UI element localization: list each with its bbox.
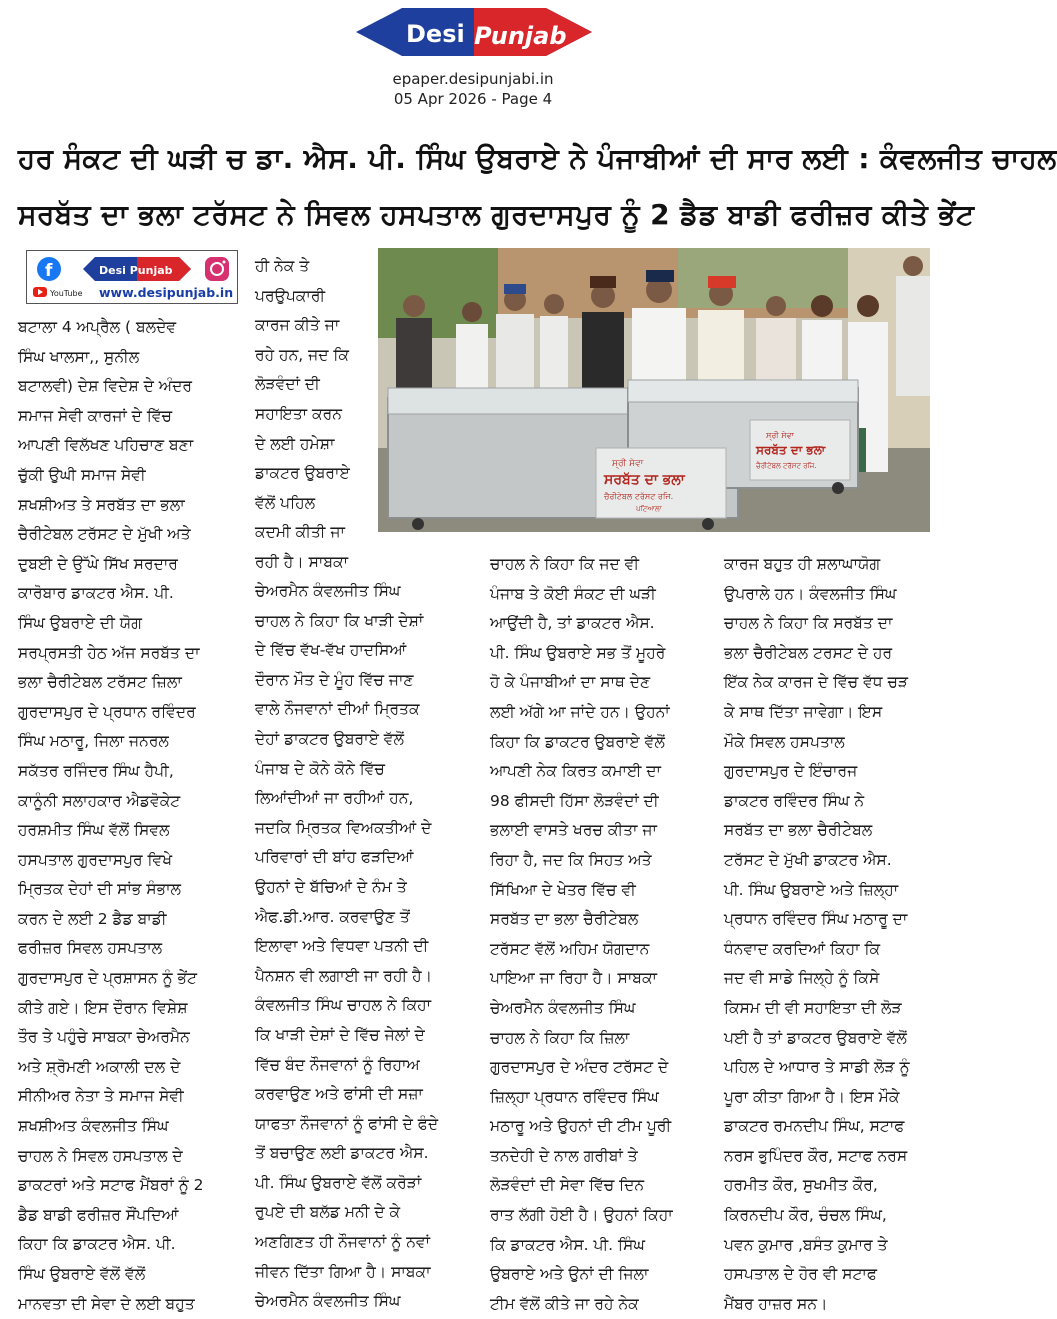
- article-line: ਦੇ ਵਿੱਚ ਵੱਖ-ਵੱਖ ਹਾਦਸਿਆਂ: [255, 641, 407, 660]
- article-line: ਲੋੜਵੰਦਾਂ ਦੀ ਸੇਵਾ ਵਿੱਚ ਦਿਨ: [490, 1176, 645, 1195]
- article-line: ਮਾਨਵਤਾ ਦੀ ਸੇਵਾ ਦੇ ਲਈ ਬਹੁਤ: [18, 1294, 195, 1313]
- article-line: ਡੈਡ ਬਾਡੀ ਫਰੀਜ਼ਰ ਸੌਂਪਦਿਆਂ: [18, 1205, 179, 1224]
- article-line: ਤੌਰ ਤੇ ਪਹੁੰਚੇ ਸਾਬਕਾ ਚੇਅਰਮੈਨ: [18, 1028, 190, 1047]
- article-line: ਸਰਬੱਤ ਦਾ ਭਲਾ ਚੈਰੀਟੇਬਲ: [490, 910, 639, 929]
- article-line: ਚਾਹਲ ਨੇ ਕਿਹਾ ਕਿ ਖਾੜੀ ਦੇਸ਼ਾਂ: [255, 611, 424, 630]
- article-line: ਸਿੰਘ ਉਬਰਾਏ ਵੱਲੋਂ ਵੱਲੋਂ: [18, 1265, 146, 1283]
- article-line: ਜੀਵਨ ਦਿੱਤਾ ਗਿਆ ਹੈ। ਸਾਬਕਾ: [255, 1262, 431, 1281]
- svg-text:f: f: [45, 261, 53, 281]
- article-line: ਚਾਹਲ ਨੇ ਕਿਹਾ ਕਿ ਜ਼ਿਲਾ: [490, 1028, 630, 1047]
- article-line: ਚੇਅਰਮੈਨ ਕੰਵਲਜੀਤ ਸਿੰਘ: [255, 1292, 401, 1311]
- article-line: ਗੁਰਦਾਸਪੁਰ ਦੇ ਅੰਦਰ ਟਰੱਸਟ ਦੇ: [490, 1058, 669, 1077]
- article-line: ਇੱਕ ਨੇਕ ਕਾਰਜ ਦੇ ਵਿੱਚ ਵੱਧ ਚੜ: [724, 673, 909, 692]
- article-line: ਚੈਰੀਟੇਬਲ ਟਰੱਸਟ ਦੇ ਮੁੱਖੀ ਅਤੇ: [18, 525, 191, 544]
- website-url: www.desipunjab.in: [99, 285, 234, 300]
- article-line: ਟੀਮ ਵੱਲੋਂ ਕੀਤੇ ਜਾ ਰਹੇ ਨੇਕ: [490, 1294, 639, 1313]
- article-line: ਪੰਜਾਬ ਦੇ ਕੋਨੇ ਕੋਨੇ ਵਿੱਚ: [255, 759, 385, 778]
- article-line: ਨਰਸ ਭੁਪਿੰਦਰ ਕੌਰ, ਸਟਾਫ ਨਰਸ: [724, 1146, 908, 1165]
- logo-punjab-text: Punjab: [474, 22, 567, 50]
- freezer-label-line2: ਸਰਬੱਤ ਦਾ ਭਲਾ: [604, 472, 685, 488]
- article-line: ਫਰੀਜ਼ਰ ਸਿਵਲ ਹਸਪਤਾਲ: [18, 939, 163, 958]
- article-line: ਪੰਜਾਬ ਤੇ ਕੋਈ ਸੰਕਟ ਦੀ ਘੜੀ: [490, 584, 656, 603]
- article-line: ਲਿਆਂਦੀਆਂ ਜਾ ਰਹੀਆਂ ਹਨ,: [255, 789, 414, 808]
- article-line: ਟਰੱਸਟ ਦੇ ਮੁੱਖੀ ਡਾਕਟਰ ਐਸ.: [724, 850, 892, 869]
- article-line: ਐਫ.ਡੀ.ਆਰ. ਕਰਵਾਉਣ ਤੋਂ: [255, 907, 410, 926]
- article-line: ਧੰਨਵਾਦ ਕਰਦਿਆਂ ਕਿਹਾ ਕਿ: [724, 939, 881, 958]
- article-line: ਉਬਰਾਏ ਅਤੇ ਉਨਾਂ ਦੀ ਜਿਲਾ: [490, 1265, 649, 1284]
- article-line: ਕੰਵਲਜੀਤ ਸਿੰਘ ਚਾਹਲ ਨੇ ਕਿਹਾ: [255, 996, 432, 1015]
- article-line: ਮਠਾਰੂ ਅਤੇ ਉਹਨਾਂ ਦੀ ਟੀਮ ਪੂਰੀ: [490, 1117, 672, 1136]
- article-line: ਸਿੰਘ ਉਬਰਾਏ ਦੀ ਯੋਗ: [18, 613, 142, 632]
- article-line: ਸਰਪ੍ਰਸਤੀ ਹੇਠ ਅੱਜ ਸਰਬੱਤ ਦਾ: [18, 643, 200, 662]
- article-line: ਤੋਂ ਬਚਾਉਣ ਲਈ ਡਾਕਟਰ ਐਸ.: [255, 1144, 429, 1163]
- article-line: ਬਟਾਲਾ 4 ਅਪ੍ਰੈਲ ( ਬਲਦੇਵ: [18, 318, 177, 336]
- article-line: ਸਕੱਤਰ ਰਜਿੰਦਰ ਸਿੰਘ ਹੈਪੀ,: [18, 761, 174, 780]
- social-media-box: [26, 250, 238, 304]
- article-line: ਹੋ ਕੇ ਪੰਜਾਬੀਆਂ ਦਾ ਸਾਥ ਦੇਣ: [490, 673, 651, 692]
- article-line: ਮੌਕੇ ਸਿਵਲ ਹਸਪਤਾਲ: [724, 732, 845, 751]
- article-line: ਸਹਾਇਤਾ ਕਰਨ: [255, 404, 342, 423]
- article-line: ਪਵਨ ਕੁਮਾਰ ,ਬਸੰਤ ਕੁਮਾਰ ਤੇ: [724, 1235, 888, 1254]
- article-line: ਸੀਨੀਅਰ ਨੇਤਾ ਤੇ ਸਮਾਜ ਸੇਵੀ: [18, 1087, 184, 1106]
- article-column-3: [490, 550, 694, 1316]
- photo-scene: [378, 248, 930, 532]
- article-line: ਕਿਸਮ ਦੀ ਵੀ ਸਹਾਇਤਾ ਦੀ ਲੋੜ: [724, 998, 902, 1017]
- article-line: ਆਉਂਦੀ ਹੈ, ਤਾਂ ਡਾਕਟਰ ਐਸ.: [490, 614, 655, 633]
- article-column-4: [724, 550, 930, 1316]
- article-line: ਪੀ. ਸਿੰਘ ਉਬਰਾਏ ਵੱਲੋਂ ਕਰੋੜਾਂ: [255, 1173, 422, 1192]
- article-line: ਚੇਅਰਮੈਨ ਕੰਵਲਜੀਤ ਸਿੰਘ: [255, 582, 401, 600]
- article-line: ਕਿ ਖਾੜੀ ਦੇਸ਼ਾਂ ਦੇ ਵਿੱਚ ਜੇਲਾਂ ਦੇ: [255, 1025, 425, 1044]
- article-line: ਪਹਿਲ ਦੇ ਆਧਾਰ ਤੇ ਸਾਡੀ ਲੋੜ ਨੂੰ: [724, 1058, 910, 1077]
- article-line: ਅਣਗਿਣਤ ਹੀ ਨੌਜਵਾਨਾਂ ਨੂੰ ਨਵਾਂ: [255, 1233, 430, 1252]
- desi-punjab-logo: [356, 4, 592, 60]
- article-column-2-top: [255, 252, 365, 571]
- article-line: ਪੀ. ਸਿੰਘ ਉਬਰਾਏ ਅਤੇ ਜ਼ਿਲ੍ਹਾ: [724, 880, 899, 899]
- article-line: ਚਾਹਲ ਨੇ ਕਿਹਾ ਕਿ ਜਦ ਵੀ: [490, 555, 640, 573]
- article-line: ਭਲਾ ਚੈਰੀਟੇਬਲ ਟਰਸਟ ਦੇ ਹਰ: [724, 643, 893, 662]
- article-line: ਵਿੱਚ ਬੰਦ ਨੌਜਵਾਨਾਂ ਨੂੰ ਰਿਹਾਅ: [255, 1055, 420, 1074]
- article-column-2-bottom: [255, 577, 473, 1317]
- article-line: 98 ਫੀਸਦੀ ਹਿੱਸਾ ਲੋੜਵੰਦਾਂ ਦੀ: [490, 791, 659, 810]
- article-line: ਹਰਮੀਤ ਕੌਰ, ਸੁਖਮੀਤ ਕੌਰ,: [724, 1176, 878, 1195]
- article-line: ਦੇਹਾਂ ਡਾਕਟਰ ਉਬਰਾਏ ਵੱਲੋਂ: [255, 729, 404, 748]
- social-icons: [27, 251, 237, 303]
- article-line: ਸ਼ਖਸ਼ੀਅਤ ਤੇ ਸਰਬੱਤ ਦਾ ਭਲਾ: [18, 495, 185, 514]
- article-column-1: [18, 313, 240, 1313]
- freezer2-label-line2: ਸਰਬੱਤ ਦਾ ਭਲਾ: [756, 443, 826, 457]
- freezer2-label-line3: ਚੈਰੀਟੇਬਲ ਟਰੱਸਟ ਰਜਿ.: [756, 462, 817, 470]
- article-line: ਰੁਪਏ ਦੀ ਬਲੱਡ ਮਨੀ ਦੇ ਕੇ: [255, 1203, 401, 1222]
- article-line: ਸਰਬੱਤ ਦਾ ਭਲਾ ਚੈਰੀਟੇਬਲ: [724, 821, 873, 840]
- epaper-site: epaper.desipunjabi.in: [392, 70, 554, 88]
- article-line: ਚਾਹਲ ਨੇ ਸਿਵਲ ਹਸਪਤਾਲ ਦੇ: [18, 1146, 183, 1165]
- article-line: ਰਾਤ ਲੱਗੀ ਹੋਈ ਹੈ। ਉਹਨਾਂ ਕਿਹਾ: [490, 1206, 673, 1225]
- article-line: ਚੇਅਰਮੈਨ ਕੰਵਲਜੀਤ ਸਿੰਘ: [490, 998, 636, 1017]
- article-line: ਉਪਰਾਲੇ ਹਨ। ਕੰਵਲਜੀਤ ਸਿੰਘ: [724, 584, 897, 603]
- article-line: ਲਈ ਅੱਗੇ ਆ ਜਾਂਦੇ ਹਨ। ਉਹਨਾਂ: [490, 702, 670, 721]
- article-line: ਭਲਾ ਚੈਰੀਟੇਬਲ ਟਰੱਸਟ ਜ਼ਿਲਾ: [18, 673, 182, 692]
- article-line: ਪਾਇਆ ਜਾ ਰਿਹਾ ਹੈ। ਸਾਬਕਾ: [490, 969, 657, 988]
- article-line: ਮ੍ਰਿਤਕ ਦੇਹਾਂ ਦੀ ਸਾਂਭ ਸੰਭਾਲ: [18, 880, 182, 899]
- article-line: ਕਰਨ ਦੇ ਲਈ 2 ਡੈਡ ਬਾਡੀ: [18, 909, 167, 928]
- article-line: ਰਹੇ ਹਨ, ਜਦ ਕਿ: [255, 345, 349, 364]
- article-line: ਇਲਾਵਾ ਅਤੇ ਵਿਧਵਾ ਪਤਨੀ ਦੀ: [255, 937, 429, 956]
- freezer-label-line3: ਚੈਰੀਟੇਬਲ ਟਰੱਸਟ ਰਜਿ.: [604, 492, 674, 501]
- news-photo: [378, 248, 930, 532]
- article-line: ਲੋੜਵੰਦਾਂ ਦੀ: [255, 375, 320, 394]
- article-line: ਕਦਮੀ ਕੀਤੀ ਜਾ: [255, 523, 345, 542]
- article-line: ਕਰਵਾਉਣ ਅਤੇ ਫਾਂਸੀ ਦੀ ਸਜ਼ਾ: [255, 1085, 423, 1104]
- article-line: ਕਾਨੂੰਨੀ ਸਲਾਹਕਾਰ ਐਡਵੋਕੇਟ: [18, 791, 181, 810]
- article-line: ਰਹੀ ਹੈ। ਸਾਬਕਾ: [255, 552, 349, 571]
- article-line: ਕੀਤੇ ਗਏ। ਇਸ ਦੌਰਾਨ ਵਿਸ਼ੇਸ਼: [18, 998, 188, 1017]
- article-line: ਡਾਕਟਰ ਉਬਰਾਏ: [255, 464, 350, 483]
- article-line: ਕਿਰਨਦੀਪ ਕੌਰ, ਚੰਚਲ ਸਿੰਘ,: [724, 1206, 887, 1225]
- article-line: ਟਰੱਸਟ ਵੱਲੋਂ ਅਹਿਮ ਯੋਗਦਾਨ: [490, 939, 650, 958]
- article-line: ਸਿੰਘ ਖਾਲਸਾ,, ਸੁਨੀਲ: [18, 347, 140, 366]
- article-line: ਡਾਕਟਰ ਰਵਿੰਦਰ ਸਿੰਘ ਨੇ: [724, 791, 865, 810]
- article-line: ਦੇ ਲਈ ਹਮੇਸ਼ਾ: [255, 434, 335, 453]
- article-line: ਗੁਰਦਾਸਪੁਰ ਦੇ ਪ੍ਰਸ਼ਾਸਨ ਨੂੰ ਭੇਂਟ: [18, 969, 197, 988]
- svg-text:Desi Punjab: Desi Punjab: [99, 264, 173, 277]
- article-line: ਕੇ ਸਾਥ ਦਿੱਤਾ ਜਾਵੇਗਾ। ਇਸ: [724, 702, 883, 721]
- article-line: ਸਿੰਘ ਮਠਾਰੂ, ਜਿਲਾ ਜਨਰਲ: [18, 732, 169, 751]
- article-line: ਯਾਫਤਾ ਨੌਜਵਾਨਾਂ ਨੂੰ ਫਾਂਸੀ ਦੇ ਫੰਦੇ: [255, 1114, 439, 1133]
- article-line: ਪੂਰਾ ਕੀਤਾ ਗਿਆ ਹੈ। ਇਸ ਮੌਕੇ: [724, 1087, 900, 1106]
- article-line: ਪਈ ਹੈ ਤਾਂ ਡਾਕਟਰ ਉਬਰਾਏ ਵੱਲੋਂ: [724, 1028, 907, 1047]
- article-line: ਕਾਰਜ ਬਹੁਤ ਹੀ ਸ਼ਲਾਘਾਯੋਗ: [724, 555, 881, 573]
- article-line: ਜਦਕਿ ਮ੍ਰਿਤਕ ਵਿਅਕਤੀਆਂ ਦੇ: [255, 818, 432, 837]
- instagram-icon: [205, 257, 229, 281]
- article-line: ਬਟਾਲਵੀ) ਦੇਸ਼ ਵਿਦੇਸ਼ ਦੇ ਅੰਦਰ: [18, 377, 192, 396]
- article-line: ਡਾਕਟਰਾਂ ਅਤੇ ਸਟਾਫ ਮੈਂਬਰਾਂ ਨੂੰ 2: [18, 1176, 204, 1195]
- article-line: ਕਿਹਾ ਕਿ ਡਾਕਟਰ ਉਬਰਾਏ ਵੱਲੋਂ: [490, 732, 665, 751]
- freezer2-label-line1: ਸ੍ਰੀ ਸੇਵਾ: [766, 431, 794, 440]
- headline-line-1: ਹਰ ਸੰਕਟ ਦੀ ਘੜੀ ਚ ਡਾ. ਐਸ. ਪੀ. ਸਿੰਘ ਉਬਰਾਏ ਨੇ ਪੰਜਾਬੀਆਂ ਦੀ ਸਾਰ ਲਈ : ਕੰਵਲਜੀਤ ਚਾਹਲ: [18, 142, 1057, 175]
- article-line: ਮੈਂਬਰ ਹਾਜ਼ਰ ਸਨ।: [724, 1294, 828, 1313]
- article-line: ਕਾਰੋਬਾਰ ਡਾਕਟਰ ਐਸ. ਪੀ.: [18, 584, 174, 603]
- article-line: ਪ੍ਰਧਾਨ ਰਵਿੰਦਰ ਸਿੰਘ ਮਠਾਰੂ ਦਾ: [724, 910, 908, 929]
- article-line: ਤਨਦੇਹੀ ਦੇ ਨਾਲ ਗਰੀਬਾਂ ਤੇ: [490, 1146, 638, 1165]
- headline-line-2: ਸਰਬੱਤ ਦਾ ਭਲਾ ਟਰੱਸਟ ਨੇ ਸਿਵਲ ਹਸਪਤਾਲ ਗੁਰਦਾਸਪੁਰ ਨੂੰ 2 ਡੈਡ ਬਾਡੀ ਫਰੀਜ਼ਰ ਕੀਤੇ ਭੇਂਟ: [18, 198, 975, 231]
- article-line: ਜ਼ਿਲ੍ਹਾ ਪ੍ਰਧਾਨ ਰਵਿੰਦਰ ਸਿੰਘ: [490, 1087, 659, 1106]
- article-line: ਗੁਰਦਾਸਪੁਰ ਦੇ ਪ੍ਰਧਾਨ ਰਵਿੰਦਰ: [18, 702, 196, 721]
- article-line: ਜਦ ਵੀ ਸਾਡੇ ਜਿਲ੍ਹੇ ਨੂੰ ਕਿਸੇ: [724, 969, 880, 988]
- article-line: ਸਿੱਖਿਆ ਦੇ ਖੇਤਰ ਵਿੱਚ ਵੀ: [490, 880, 636, 899]
- article-line: ਪੈਨਸ਼ਨ ਵੀ ਲਗਾਈ ਜਾ ਰਹੀ ਹੈ।: [255, 966, 433, 985]
- article-line: ਹਸਪਤਾਲ ਗੁਰਦਾਸਪੁਰ ਵਿਖੇ: [18, 850, 173, 869]
- article-line: ਚੁੱਕੀ ਉਘੀ ਸਮਾਜ ਸੇਵੀ: [18, 465, 146, 484]
- article-line: ਹੀ ਨੇਕ ਤੇ: [255, 257, 310, 275]
- article-line: ਕਿਹਾ ਕਿ ਡਾਕਟਰ ਐਸ. ਪੀ.: [18, 1235, 176, 1254]
- article-line: ਕਾਰਜ ਕੀਤੇ ਜਾ: [255, 316, 340, 335]
- article-line: ਦੁਬਈ ਦੇ ਉੱਘੇ ਸਿੱਖ ਸਰਦਾਰ: [18, 554, 178, 573]
- article-line: ਡਾਕਟਰ ਰਮਨਦੀਪ ਸਿੰਘ, ਸਟਾਫ: [724, 1117, 905, 1136]
- article-line: ਸ਼ਖਸ਼ੀਅਤ ਕੰਵਲਜੀਤ ਸਿੰਘ: [18, 1117, 169, 1136]
- article-line: ਵਾਲੇ ਨੌਜਵਾਨਾਂ ਦੀਆਂ ਮ੍ਰਿਤਕ: [255, 700, 420, 719]
- article-line: ਦੌਰਾਨ ਮੌਤ ਦੇ ਮੂੰਹ ਵਿੱਚ ਜਾਣ: [255, 670, 414, 689]
- article-line: ਪੀ. ਸਿੰਘ ਉਬਰਾਏ ਸਭ ਤੋਂ ਮੂਹਰੇ: [490, 643, 666, 662]
- freezer-label-line4: ਪਟਿਆਲਾ: [636, 505, 662, 513]
- article-line: ਆਪਣੀ ਵਿਲੱਖਣ ਪਹਿਚਾਣ ਬਣਾ: [18, 436, 194, 455]
- article-line: ਚਾਹਲ ਨੇ ਕਿਹਾ ਕਿ ਸਰਬੱਤ ਦਾ: [724, 614, 893, 633]
- article-line: ਵੱਲੋਂ ਪਹਿਲ: [255, 493, 316, 512]
- article-line: ਗੁਰਦਾਸਪੁਰ ਦੇ ਇੰਚਾਰਜ: [724, 762, 858, 781]
- article-line: ਆਪਣੀ ਨੇਕ ਕਿਰਤ ਕਮਾਈ ਦਾ: [490, 762, 661, 781]
- article-line: ਕਿ ਡਾਕਟਰ ਐਸ. ਪੀ. ਸਿੰਘ: [490, 1235, 645, 1254]
- freezer-label-line1: ਸ੍ਰੀ ਸੇਵਾ: [612, 459, 644, 469]
- edition-date-page: 05 Apr 2026 - Page 4: [393, 90, 553, 108]
- article-line: ਪਰਉਪਕਾਰੀ: [255, 286, 326, 305]
- svg-text:YouTube: YouTube: [50, 289, 83, 298]
- article-line: ਸਮਾਜ ਸੇਵੀ ਕਾਰਜਾਂ ਦੇ ਵਿੱਚ: [18, 406, 173, 425]
- logo-desi-text: Desi: [406, 20, 465, 48]
- article-line: ਉਹਨਾਂ ਦੇ ਬੱਚਿਆਂ ਦੇ ਨੰਮ ਤੇ: [255, 877, 407, 896]
- article-line: ਅਤੇ ਸ਼੍ਰੋਮਣੀ ਅਕਾਲੀ ਦਲ ਦੇ: [18, 1057, 181, 1076]
- article-line: ਭਲਾਈ ਵਾਸਤੇ ਖਰਚ ਕੀਤਾ ਜਾ: [490, 821, 657, 840]
- article-line: ਪਰਿਵਾਰਾਂ ਦੀ ਬਾਂਹ ਫੜਦਿਆਂ: [255, 848, 414, 867]
- article-line: ਰਿਹਾ ਹੈ, ਜਦ ਕਿ ਸਿਹਤ ਅਤੇ: [490, 850, 652, 869]
- article-line: ਹਸਪਤਾਲ ਦੇ ਹੋਰ ਵੀ ਸਟਾਫ: [724, 1265, 877, 1284]
- article-line: ਹਰਸ਼ਮੀਤ ਸਿੰਘ ਵੱਲੋਂ ਸਿਵਲ: [18, 821, 170, 840]
